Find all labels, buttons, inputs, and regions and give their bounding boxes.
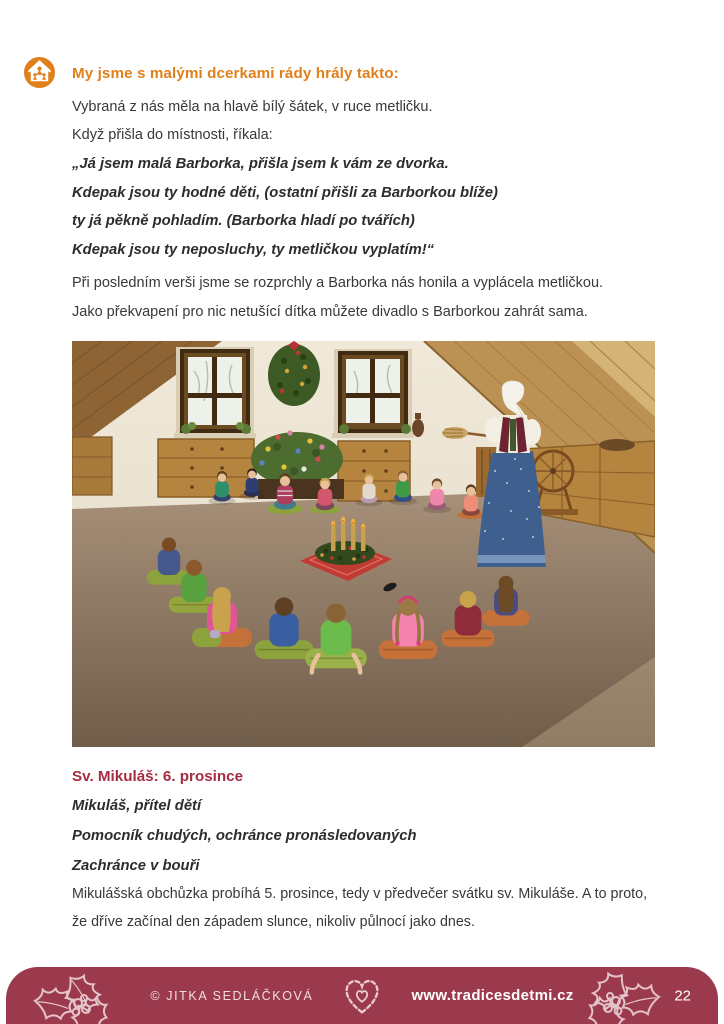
paragraph: Vybraná z nás měla na hlavě bílý šátek, v ruce metličku.: [72, 99, 433, 115]
photo-children-circle: [72, 341, 655, 747]
copyright-text: © JITKA SEDLÁČKOVÁ: [150, 988, 314, 1003]
section-heading-barborka: My jsme s malými dcerkami rády hrály takto:: [72, 65, 399, 82]
paragraph: Mikulášská obchůzka probíhá 5. prosince, tedy v předvečer svátku sv. Mikuláše. A to proto, že dříve začínal den západem slunce, nikoliv půlnocí jako dnes.: [72, 886, 648, 930]
verse-line: Mikuláš, přítel dětí: [72, 798, 202, 814]
verse-line: Kdepak jsou ty neposluchy, ty metličkou vyplatím!“: [72, 242, 435, 258]
family-house-icon: [23, 56, 56, 89]
verse-line: Zachránce v bouři: [72, 858, 200, 874]
verse-line: „Já jsem malá Barborka, přišla jsem k vám ze dvorka.: [72, 156, 449, 172]
verse-line: Kdepak jsou ty hodné děti, (ostatní přišli za Barborkou blíže): [72, 185, 498, 201]
page-footer: [6, 967, 718, 1024]
verse-line: Pomocník chudých, ochránce pronásledovaných: [72, 828, 417, 844]
page-number: 22: [674, 987, 691, 1004]
gingerbread-heart-icon: [339, 973, 385, 1019]
paragraph: Jako překvapení pro nic netušící dítka můžete divadlo s Barborkou zahrát sama.: [72, 304, 588, 320]
paragraph: Když přišla do místnosti, říkala:: [72, 127, 273, 143]
website-link[interactable]: www.tradicesdetmi.cz: [411, 987, 574, 1004]
section-heading-mikulas: Sv. Mikuláš: 6. prosince: [72, 768, 244, 785]
paragraph: Při posledním verši jsme se rozprchly a Barborka nás honila a vyplácela metličkou.: [72, 275, 604, 291]
verse-line: ty já pěkně pohladím. (Barborka hladí po tvářích): [72, 213, 415, 229]
